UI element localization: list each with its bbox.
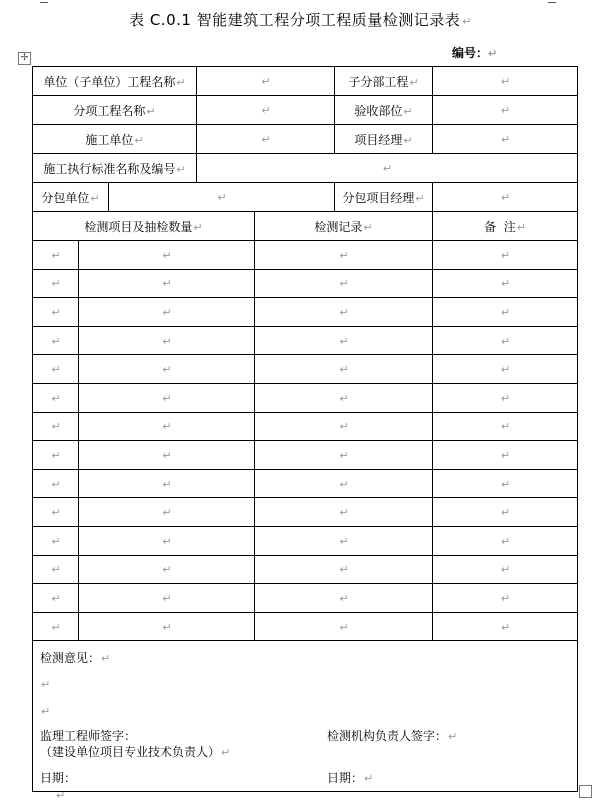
header-remark: 备 注↵ xyxy=(433,212,578,241)
table-row xyxy=(33,612,578,641)
return-mark: ↵ xyxy=(500,420,511,434)
value-standard-name[interactable]: ↵ xyxy=(197,154,578,183)
return-mark: ↵ xyxy=(162,420,172,434)
remark-cell[interactable] xyxy=(433,412,578,441)
record-cell[interactable] xyxy=(255,298,433,327)
table-row xyxy=(33,326,578,355)
return-mark: ↵ xyxy=(339,391,349,405)
row-standard xyxy=(33,154,578,183)
item-cell[interactable] xyxy=(79,555,255,584)
return-mark: ↵ xyxy=(162,477,172,491)
item-cell[interactable] xyxy=(79,298,255,327)
value-subcontract-manager[interactable]: ↵ xyxy=(433,183,578,212)
return-mark: ↵ xyxy=(500,591,511,605)
value-acceptance-part[interactable]: ↵ xyxy=(433,96,578,125)
return-mark: ↵ xyxy=(162,248,172,262)
return-mark: ↵ xyxy=(500,477,511,491)
item-cell[interactable] xyxy=(79,412,255,441)
return-mark: ↵ xyxy=(162,277,172,291)
table-row xyxy=(33,383,578,412)
supervisor-sign-label: 监理工程师签字： xyxy=(40,729,137,744)
row-bottom-sign xyxy=(33,641,578,792)
return-mark: ↵ xyxy=(51,506,61,520)
return-mark: ↵ xyxy=(51,420,61,434)
return-mark: ↵ xyxy=(339,277,349,291)
return-mark: ↵ xyxy=(500,391,511,405)
index-cell[interactable] xyxy=(33,326,79,355)
code-label-text: 编号： xyxy=(452,46,489,60)
return-mark: ↵ xyxy=(162,563,172,577)
return-mark: ↵ xyxy=(51,591,61,605)
record-cell[interactable] xyxy=(255,326,433,355)
page-title xyxy=(0,9,601,30)
opinion-sign-cell[interactable] xyxy=(33,641,578,792)
record-cell[interactable] xyxy=(255,355,433,384)
supervisor-note: （建设单位项目专业技术负责人）↵ xyxy=(40,745,231,760)
record-cell[interactable] xyxy=(255,269,433,298)
return-mark: ↵ xyxy=(51,563,61,577)
index-cell[interactable] xyxy=(33,555,79,584)
label-standard-name: 施工执行标准名称及编号↵ xyxy=(33,154,197,183)
index-cell[interactable] xyxy=(33,469,79,498)
index-cell[interactable] xyxy=(33,584,79,613)
table-row xyxy=(33,441,578,470)
return-mark: ↵ xyxy=(462,15,472,28)
return-mark: ↵ xyxy=(500,363,511,377)
row-construction-unit xyxy=(33,125,578,154)
remark-cell[interactable] xyxy=(433,269,578,298)
table-row xyxy=(33,298,578,327)
return-mark: ↵ xyxy=(339,506,349,520)
record-cell[interactable] xyxy=(255,612,433,641)
return-mark: ↵ xyxy=(51,334,61,348)
item-cell[interactable] xyxy=(79,326,255,355)
corner-mark-top-right xyxy=(548,2,556,3)
index-cell[interactable] xyxy=(33,526,79,555)
label-unit-project-name: 单位（子单位）工程名称↵ xyxy=(33,67,197,96)
return-mark: ↵ xyxy=(162,591,172,605)
record-cell[interactable] xyxy=(255,241,433,270)
return-mark: ↵ xyxy=(339,534,349,548)
label-construction-unit: 施工单位↵ xyxy=(33,125,197,154)
opinion-label: 检测意见：↵ xyxy=(40,651,111,666)
return-mark: ↵ xyxy=(500,448,511,462)
value-subcontract-unit[interactable]: ↵ xyxy=(109,183,335,212)
code-label xyxy=(452,44,497,61)
return-mark: ↵ xyxy=(500,506,511,520)
record-cell[interactable] xyxy=(255,412,433,441)
remark-cell[interactable] xyxy=(433,526,578,555)
detection-data-rows xyxy=(33,241,578,641)
return-mark: ↵ xyxy=(339,620,349,634)
index-cell[interactable] xyxy=(33,612,79,641)
return-mark: ↵ xyxy=(162,448,172,462)
remark-cell[interactable] xyxy=(433,612,578,641)
value-construction-unit[interactable]: ↵ xyxy=(197,125,335,154)
remark-cell[interactable] xyxy=(433,383,578,412)
label-sub-item-name: 分项工程名称↵ xyxy=(33,96,197,125)
return-mark: ↵ xyxy=(51,620,61,634)
item-cell[interactable] xyxy=(79,526,255,555)
remark-cell[interactable] xyxy=(433,298,578,327)
empty-line: ↵ xyxy=(41,678,51,692)
return-mark: ↵ xyxy=(488,47,498,60)
return-mark: ↵ xyxy=(339,477,349,491)
return-mark: ↵ xyxy=(162,534,172,548)
row-detection-header xyxy=(33,212,578,241)
value-project-manager[interactable]: ↵ xyxy=(433,125,578,154)
row-sub-item xyxy=(33,96,578,125)
value-sub-item-name[interactable]: ↵ xyxy=(197,96,335,125)
title-text: 表 C.0.1 智能建筑工程分项工程质量检测记录表 xyxy=(129,11,461,29)
index-cell[interactable] xyxy=(33,241,79,270)
return-mark: ↵ xyxy=(339,305,349,319)
value-unit-project-name[interactable]: ↵ xyxy=(197,67,335,96)
header-detection-items: 检测项目及抽检数量↵ xyxy=(33,212,255,241)
return-mark: ↵ xyxy=(500,534,511,548)
return-mark: ↵ xyxy=(339,563,349,577)
label-acceptance-part: 验收部位↵ xyxy=(335,96,433,125)
table-row xyxy=(33,412,578,441)
corner-mark-top-left xyxy=(40,2,48,3)
return-mark: ↵ xyxy=(500,334,511,348)
return-mark: ↵ xyxy=(500,563,511,577)
index-cell[interactable] xyxy=(33,269,79,298)
table-row xyxy=(33,526,578,555)
return-mark: ↵ xyxy=(51,534,61,548)
return-mark: ↵ xyxy=(500,248,511,262)
table-row xyxy=(33,355,578,384)
item-cell[interactable] xyxy=(79,241,255,270)
record-cell[interactable] xyxy=(255,526,433,555)
table-row xyxy=(33,498,578,527)
return-mark: ↵ xyxy=(162,305,172,319)
return-mark: ↵ xyxy=(500,305,511,319)
date-left-label: 日期： xyxy=(40,771,77,786)
table-row xyxy=(33,269,578,298)
label-sub-division: 子分部工程↵ xyxy=(335,67,433,96)
return-mark: ↵ xyxy=(51,363,61,377)
return-mark: ↵ xyxy=(51,448,61,462)
return-mark: ↵ xyxy=(339,334,349,348)
row-unit-project xyxy=(33,67,578,96)
item-cell[interactable] xyxy=(79,584,255,613)
header-detection-record: 检测记录↵ xyxy=(255,212,433,241)
return-mark: ↵ xyxy=(162,391,172,405)
return-mark: ↵ xyxy=(51,277,61,291)
inspection-record-table xyxy=(32,66,578,792)
return-mark: ↵ xyxy=(339,363,349,377)
table-row xyxy=(33,241,578,270)
return-mark: ↵ xyxy=(51,248,61,262)
remark-cell[interactable] xyxy=(433,326,578,355)
record-cell[interactable] xyxy=(255,469,433,498)
label-subcontract-manager: 分包项目经理↵ xyxy=(335,183,433,212)
remark-cell[interactable] xyxy=(433,469,578,498)
remark-cell[interactable] xyxy=(433,584,578,613)
empty-line: ↵ xyxy=(41,705,51,719)
index-cell[interactable] xyxy=(33,383,79,412)
return-mark: ↵ xyxy=(51,391,61,405)
item-cell[interactable] xyxy=(79,383,255,412)
record-cell[interactable] xyxy=(255,584,433,613)
index-cell[interactable] xyxy=(33,498,79,527)
remark-cell[interactable] xyxy=(433,441,578,470)
return-mark: ↵ xyxy=(339,248,349,262)
table-row xyxy=(33,555,578,584)
return-mark: ↵ xyxy=(162,506,172,520)
label-subcontract-unit: 分包单位↵ xyxy=(33,183,109,212)
item-cell[interactable] xyxy=(79,269,255,298)
item-cell[interactable] xyxy=(79,441,255,470)
record-cell[interactable] xyxy=(255,441,433,470)
record-cell[interactable] xyxy=(255,498,433,527)
record-cell[interactable] xyxy=(255,555,433,584)
table-row xyxy=(33,469,578,498)
table-move-handle-icon[interactable]: ✢ xyxy=(18,52,31,65)
return-mark: ↵ xyxy=(500,620,511,634)
item-cell[interactable] xyxy=(79,612,255,641)
item-cell[interactable] xyxy=(79,355,255,384)
return-mark: ↵ xyxy=(51,477,61,491)
remark-cell[interactable] xyxy=(433,355,578,384)
item-cell[interactable] xyxy=(79,469,255,498)
return-mark: ↵ xyxy=(51,305,61,319)
return-mark: ↵ xyxy=(162,620,172,634)
return-mark: ↵ xyxy=(339,591,349,605)
table-row xyxy=(33,584,578,613)
record-cell[interactable] xyxy=(255,383,433,412)
value-sub-division[interactable]: ↵ xyxy=(433,67,578,96)
date-right-label: 日期：↵ xyxy=(327,771,374,786)
return-mark: ↵ xyxy=(339,420,349,434)
agency-sign-label: 检测机构负责人签字：↵ xyxy=(327,729,458,744)
return-mark: ↵ xyxy=(56,789,66,802)
label-project-manager: 项目经理↵ xyxy=(335,125,433,154)
return-mark: ↵ xyxy=(162,334,172,348)
remark-cell[interactable] xyxy=(433,498,578,527)
index-cell[interactable] xyxy=(33,441,79,470)
index-cell[interactable] xyxy=(33,355,79,384)
index-cell[interactable] xyxy=(33,412,79,441)
remark-cell[interactable] xyxy=(433,241,578,270)
table-resize-handle-icon[interactable] xyxy=(579,785,592,798)
index-cell[interactable] xyxy=(33,298,79,327)
remark-cell[interactable] xyxy=(433,555,578,584)
return-mark: ↵ xyxy=(339,448,349,462)
item-cell[interactable] xyxy=(79,498,255,527)
return-mark: ↵ xyxy=(500,277,511,291)
return-mark: ↵ xyxy=(162,363,172,377)
row-subcontract xyxy=(33,183,578,212)
